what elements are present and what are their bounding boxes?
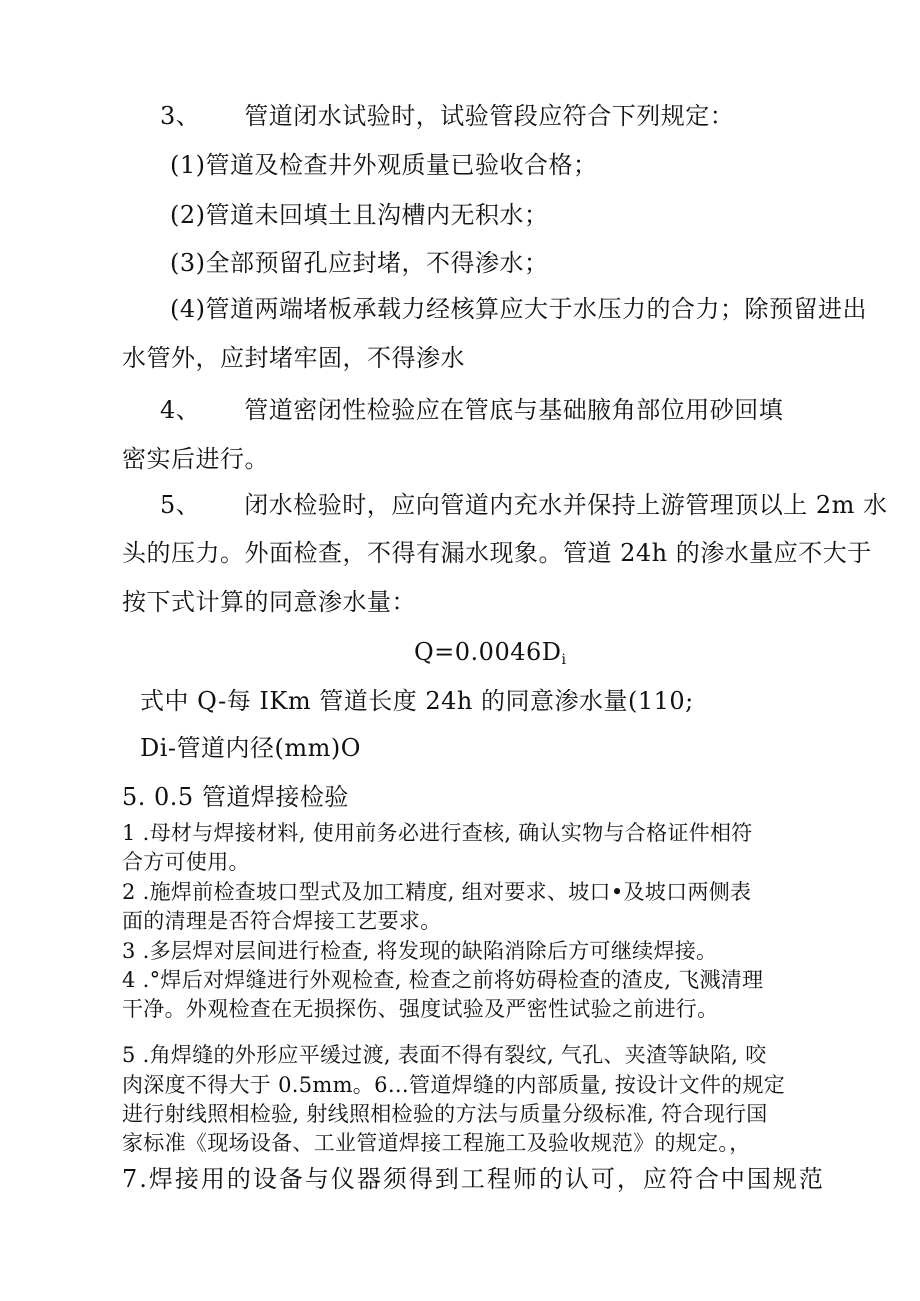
weld-item-7: 7.焊接用的设备与仪器须得到工程师的认可，应符合中国规范 [122,1165,825,1193]
weld-item-5: 5 .角焊缝的外形应平缓过渡, 表面不得有裂纹, 气孔、夹渣等缺陷, 咬 [122,1043,767,1067]
condition-2: (2)管道未回填土且沟槽内无积水； [170,201,549,229]
weld-item-1-continued: 合方可使用。 [122,850,250,874]
condition-1: (1)管道及检查井外观质量已验收合格； [170,151,598,179]
paragraph-5-line [160,493,888,517]
item-number: 5、 [160,491,201,519]
section-heading: 5. 0.5 管道焊接检验 [122,783,349,811]
item-number: 3、 [160,102,201,130]
weld-item-5-continued: 肉深度不得大于 0.5mm。6…管道焊缝的内部质量, 按设计文件的规定 [122,1073,786,1097]
condition-4: (4)管道两端堵板承载力经核算应大于水压力的合力；除预留进出 [170,295,867,323]
weld-item-4: 4 .°焊后对焊缝进行外观检查, 检查之前将妨碍检查的渣皮, 飞溅清理 [122,968,764,992]
formula-main: Q=0.0046D [414,638,562,666]
item-text: 闭水检验时，应向管道内充水并保持上游管理顶以上 2m 水 [244,491,888,519]
condition-4-continued: 水管外，应封堵牢固，不得渗水 [122,344,465,372]
formula-note-q: 式中 Q-每 IKm 管道长度 24h 的同意渗水量(110; [140,687,694,715]
weld-item-2: 2 .施焊前检查坡口型式及加工精度, 组对要求、坡口•及坡口两侧表 [122,880,752,904]
paragraph-5-continued-1: 头的压力。外面检查，不得有漏水现象。管道 24h 的渗水量应不大于 [122,539,872,567]
paragraph-5-continued-2: 按下式计算的同意渗水量： [122,588,416,616]
weld-item-2-continued: 面的清理是否符合焊接工艺要求。 [122,909,442,933]
paragraph-3-line [160,104,734,128]
formula-subscript: i [561,652,567,668]
item-number: 4、 [160,396,201,424]
condition-3: (3)全部预留孔应封堵，不得渗水； [170,249,549,277]
weld-item-6-continued-1: 进行射线照相检验, 射线照相检验的方法与质量分级标准, 符合现行国 [122,1102,768,1126]
formula-note-di: Di-管道内径(mm)O [140,734,361,762]
weld-item-4-continued: 干净。外观检查在无损探伤、强度试验及严密性试验之前进行。 [122,997,719,1021]
item-text: 管道密闭性检验应在管底与基础腋角部位用砂回填 [244,396,784,424]
weld-item-6-continued-2: 家标准《现场设备、工业管道焊接工程施工及验收规范》的规定。， [122,1131,751,1155]
paragraph-4-continued: 密实后进行。 [122,445,269,473]
paragraph-4-line [160,398,783,422]
weld-item-1: 1 .母材与焊接材料, 使用前务必进行查核, 确认实物与合格证件相符 [122,821,753,845]
item-text: 管道闭水试验时，试验管段应符合下列规定： [244,102,735,130]
formula [414,640,567,667]
weld-item-3: 3 .多层焊对层间进行检查, 将发现的缺陷消除后方可继续焊接。 [122,939,718,963]
